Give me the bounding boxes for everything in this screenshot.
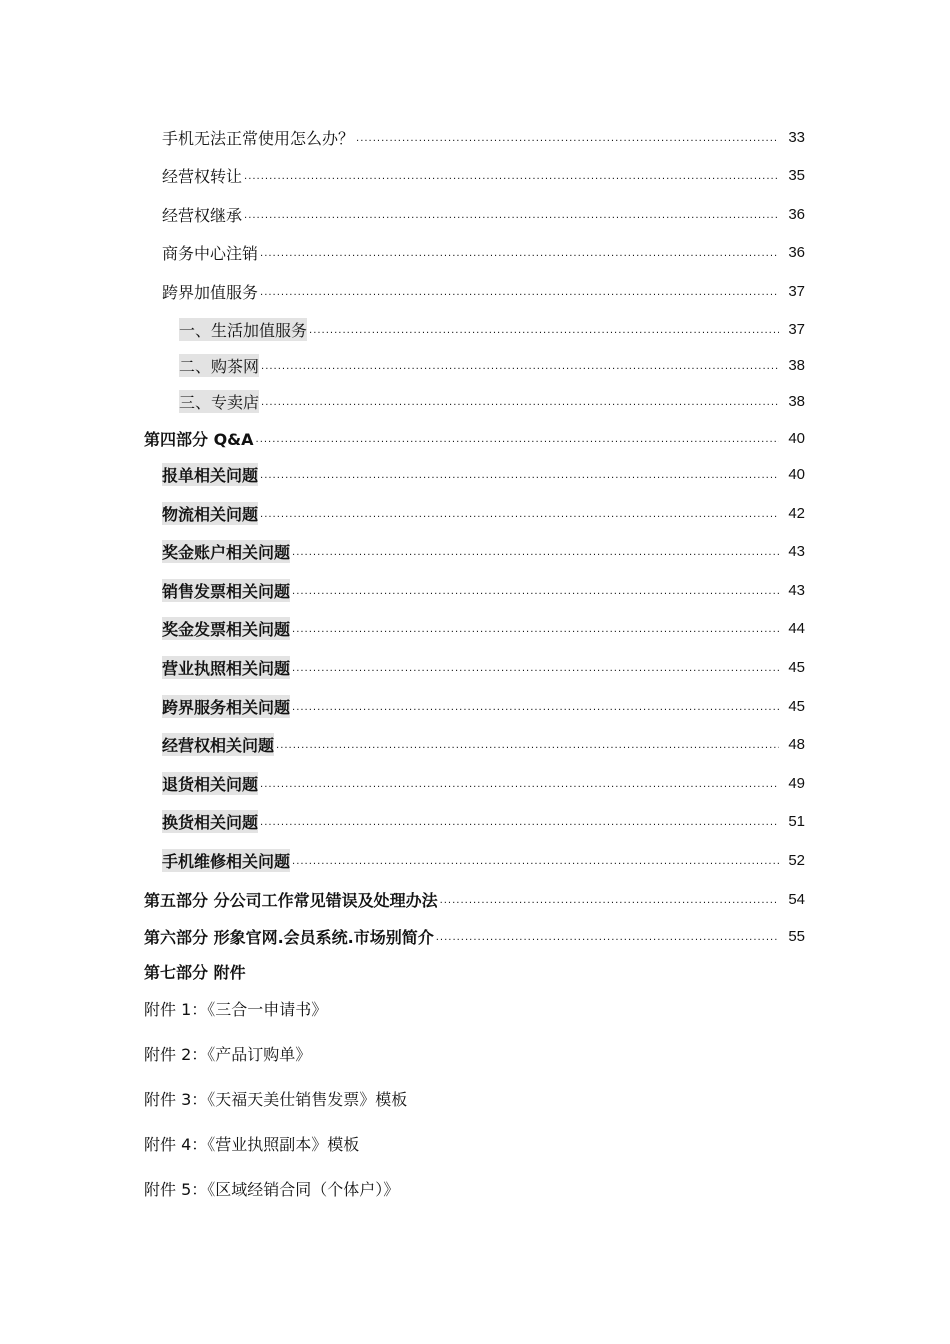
toc-entry-page: 36 [788,243,805,261]
leader-dots [261,362,779,377]
toc-entry[interactable] [0,578,950,602]
toc-entry[interactable] [0,809,950,833]
toc-entry[interactable] [0,125,950,149]
leader-dots [292,857,779,872]
attachment-item: 附件 5：《区域经销合同（个体户）》 [144,1180,400,1199]
leader-dots [260,780,779,795]
toc-entry-title: 手机维修相关问题 [162,849,290,872]
toc-entry-page: 37 [788,320,805,338]
toc-entry-title: 营业执照相关问题 [162,656,290,679]
toc-entry-page: 42 [788,504,805,522]
toc-entry-page: 43 [788,581,805,599]
toc-entry-page: 38 [788,356,805,374]
toc-entry-title: 报单相关问题 [162,463,258,486]
toc-entry-title: 第六部分 形象官网.会员系统.市场别简介 [144,927,434,947]
leader-dots [292,625,779,640]
toc-entry-page: 49 [788,774,805,792]
toc-entry[interactable] [0,848,950,872]
toc-entry-page: 51 [788,812,805,830]
leader-dots [436,933,779,948]
leader-dots [244,172,779,187]
toc-entry-page: 52 [788,851,805,869]
toc-entry[interactable] [0,771,950,795]
toc-entry-title: 二、购茶网 [179,354,259,377]
leader-dots [260,818,779,833]
part7-heading: 第七部分 附件 [144,963,246,982]
toc-entry-title: 跨界服务相关问题 [162,695,290,718]
toc-entry-title: 经营权转让 [162,166,243,186]
toc-entry-title: 退货相关问题 [162,772,258,795]
toc-entry-page: 54 [788,890,805,908]
toc-entry-title: 奖金发票相关问题 [162,617,290,640]
toc-entry-title: 销售发票相关问题 [162,579,290,602]
leader-dots [256,435,779,450]
toc-entry-page: 44 [788,619,805,637]
toc-entry-page: 48 [788,735,805,753]
toc-entry[interactable] [0,887,950,911]
toc-entry-title: 第五部分 分公司工作常见错误及处理办法 [144,890,438,910]
toc-entry[interactable] [0,732,950,756]
toc-entry-title: 一、生活加值服务 [179,318,307,341]
leader-dots [260,471,779,486]
toc-entry[interactable] [0,202,950,226]
toc-entry[interactable] [0,353,950,377]
toc-entry[interactable] [0,462,950,486]
toc-entry[interactable] [0,501,950,525]
toc-entry[interactable] [0,539,950,563]
leader-dots [292,548,779,563]
leader-dots [260,510,779,525]
toc-entry[interactable] [0,279,950,303]
toc-entry-page: 36 [788,205,805,223]
toc-entry-title: 换货相关问题 [162,810,258,833]
toc-entry-title: 经营权相关问题 [162,733,274,756]
attachment-item: 附件 2：《产品订购单》 [144,1045,312,1064]
toc-entry-page: 45 [788,658,805,676]
leader-dots [292,587,779,602]
leader-dots [292,664,779,679]
toc-entry-title: 商务中心注销 [162,243,259,263]
toc-entry-page: 43 [788,542,805,560]
toc-entry[interactable] [0,426,950,450]
toc-entry-title: 手机无法正常使用怎么办？ [162,128,355,148]
leader-dots [356,134,779,149]
toc-entry-page: 35 [788,166,805,184]
toc-entry-title: 跨界加值服务 [162,282,259,302]
attachment-item: 附件 3：《天福天美仕销售发票》模板 [144,1090,408,1109]
attachment-item: 附件 4：《营业执照副本》模板 [144,1135,360,1154]
leader-dots [260,249,779,264]
toc-entry-page: 38 [788,392,805,410]
leader-dots [276,741,779,756]
toc-entry-title: 第四部分 Q&A [144,429,254,449]
toc-entry[interactable] [0,616,950,640]
attachment-item: 附件 1：《三合一申请书》 [144,1000,328,1019]
leader-dots [244,211,779,226]
toc-entry-title: 经营权继承 [162,205,243,225]
toc-entry[interactable] [0,924,950,948]
toc-entry[interactable] [0,163,950,187]
toc-entry[interactable] [0,655,950,679]
leader-dots [261,398,779,413]
toc-entry[interactable] [0,317,950,341]
toc-entry[interactable] [0,389,950,413]
toc-entry-page: 55 [788,927,805,945]
toc-entry-page: 40 [788,465,805,483]
toc-entry-title: 物流相关问题 [162,502,258,525]
toc-entry-page: 33 [788,128,805,146]
toc-entry[interactable] [0,240,950,264]
leader-dots [440,896,779,911]
toc-entry-page: 45 [788,697,805,715]
toc-entry-title: 奖金账户相关问题 [162,540,290,563]
toc-entry-page: 40 [788,429,805,447]
leader-dots [292,703,779,718]
leader-dots [309,326,779,341]
leader-dots [260,288,779,303]
toc-entry-title: 三、专卖店 [179,390,259,413]
toc-entry[interactable] [0,694,950,718]
toc-entry-page: 37 [788,282,805,300]
